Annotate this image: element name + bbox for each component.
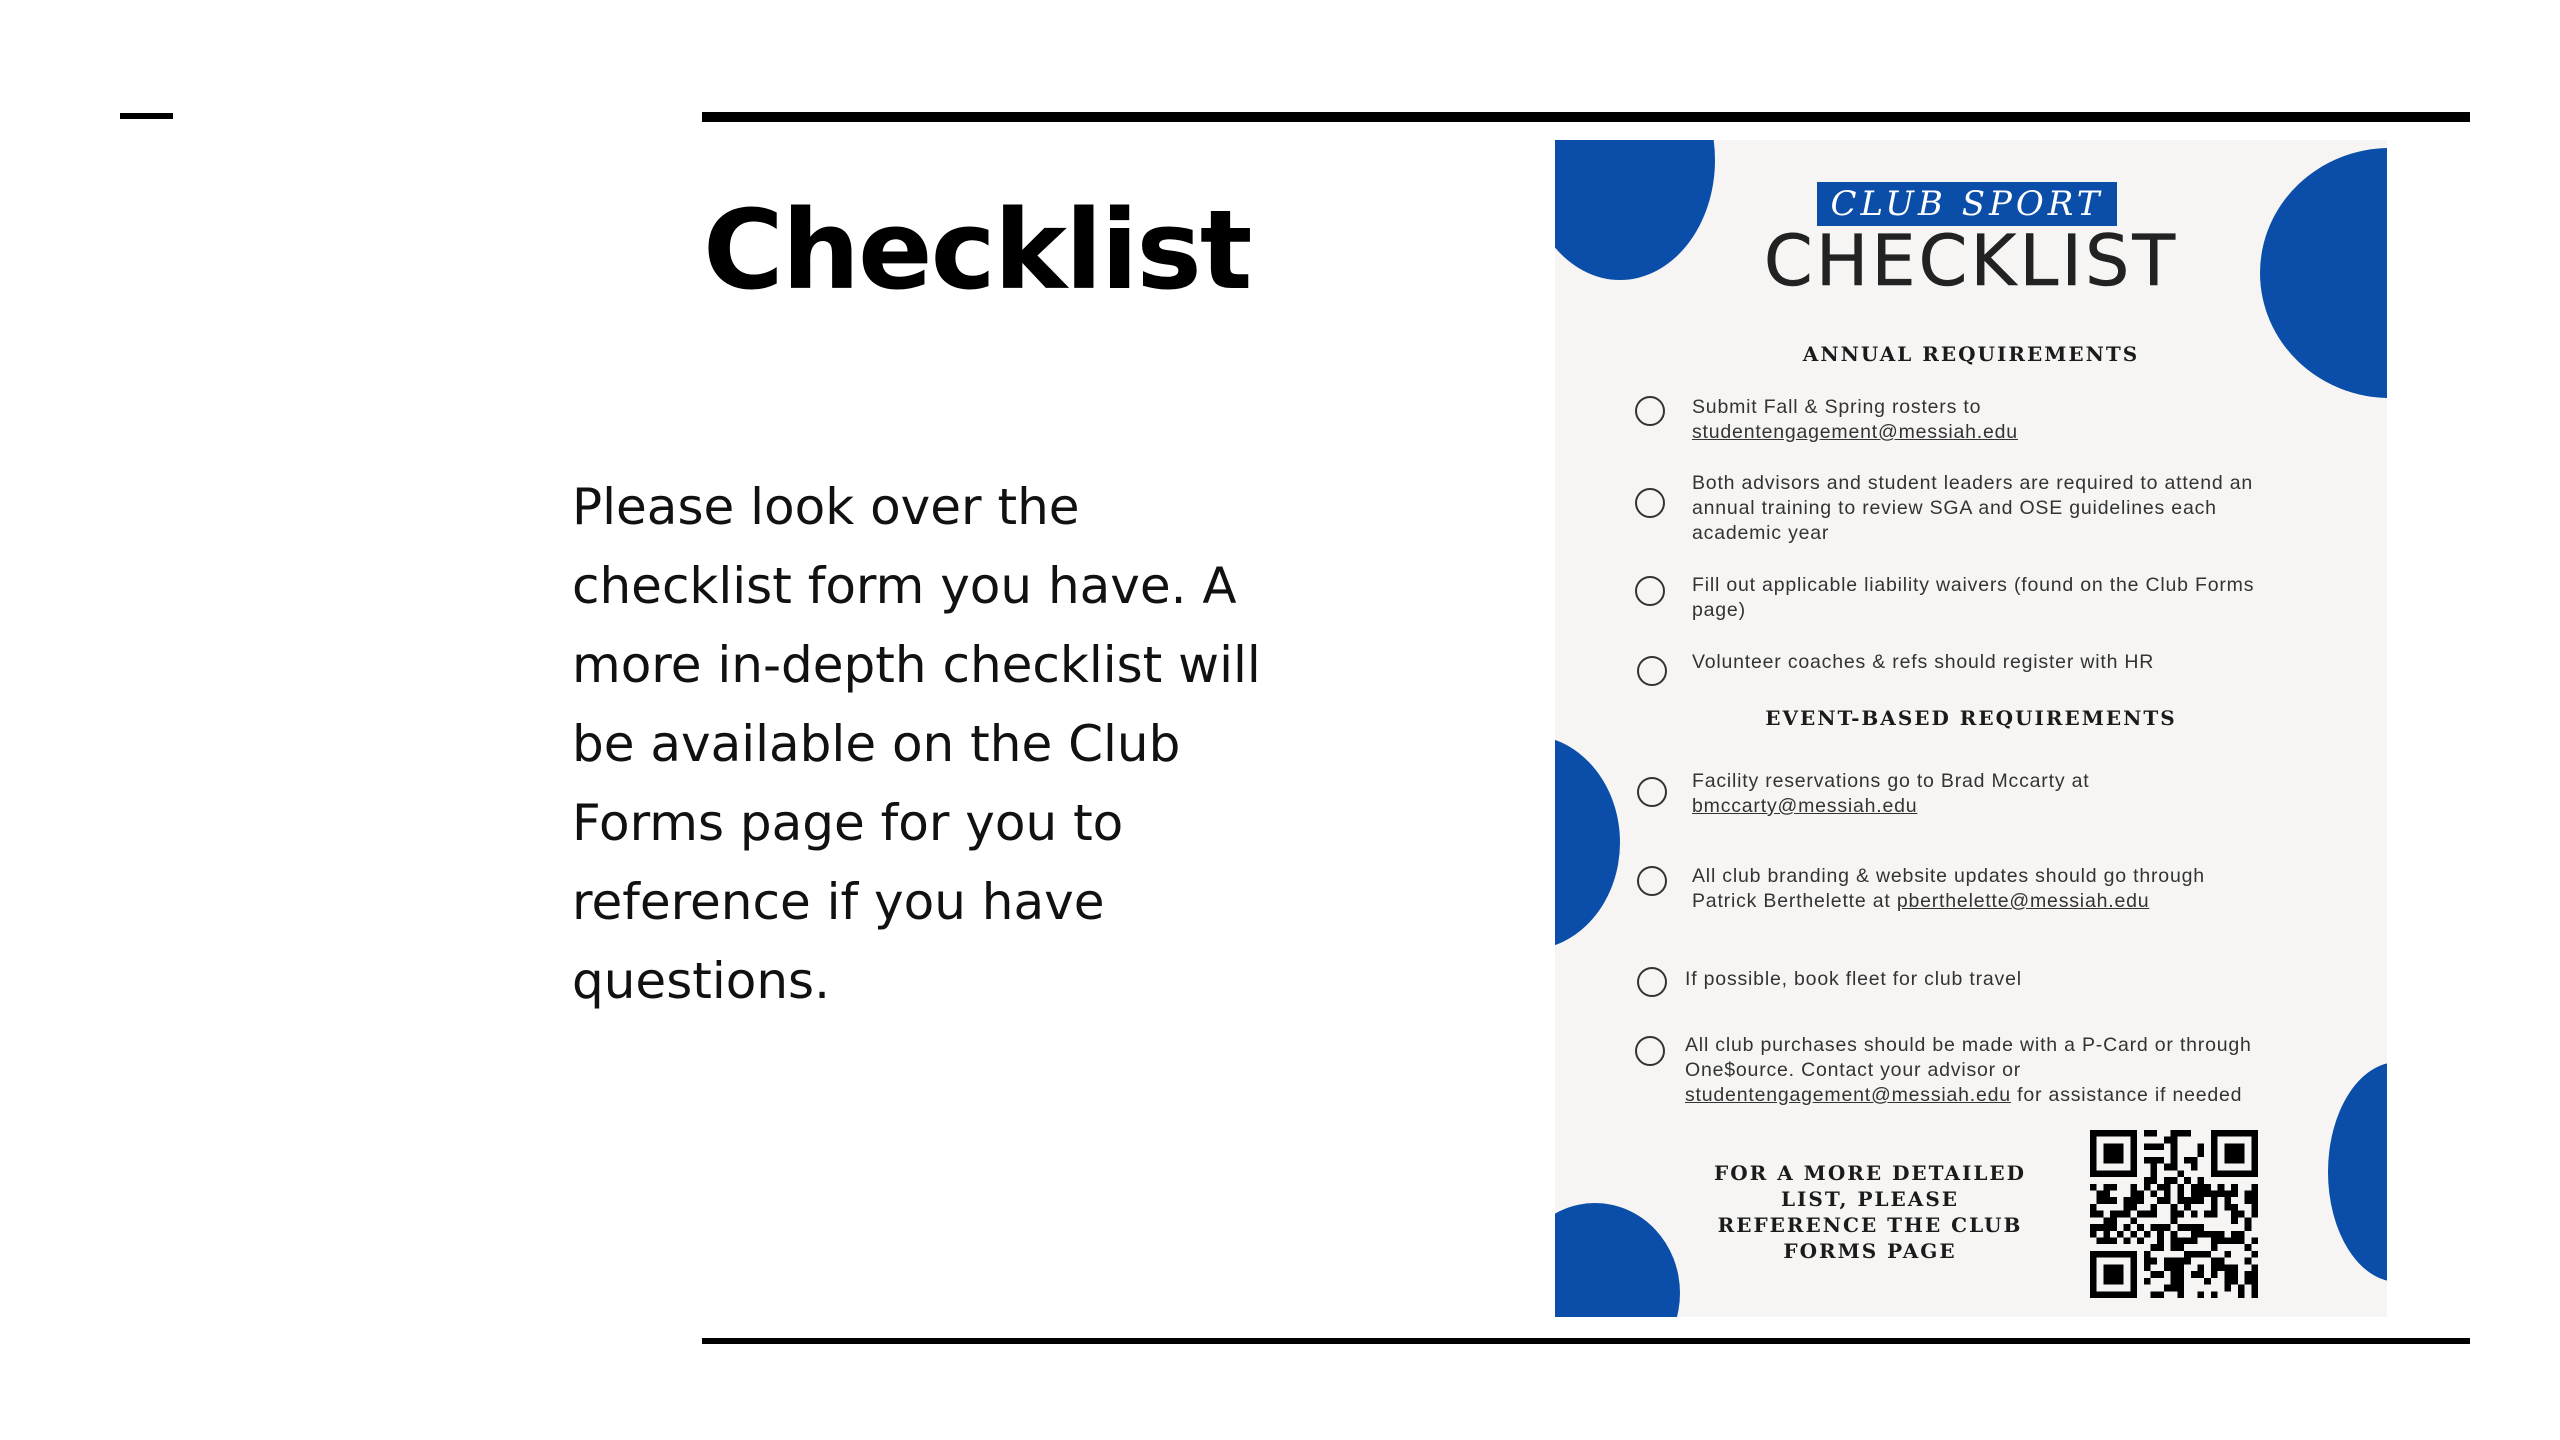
decor-circle xyxy=(2328,1062,2387,1282)
checkbox-circle-icon xyxy=(1637,777,1667,807)
checklist-item-text: All club purchases should be made with a P-Card or through One$ource. Contact your advisor or studentengagement@messiah.edu for assistance if needed xyxy=(1685,1034,2252,1106)
decor-circle xyxy=(1555,735,1620,950)
checkbox-circle-icon xyxy=(1637,967,1667,997)
checklist-item-text: If possible, book fleet for club travel xyxy=(1685,968,2022,990)
checklist-item-text: Fill out applicable liability waivers (found on the Club Forms page) xyxy=(1692,574,2255,621)
checkbox-circle-icon xyxy=(1635,396,1665,426)
slide-body-text: Please look over the checklist form you have. A more in-depth checklist will be available on the Club Forms page for you to reference if you have questions. xyxy=(572,478,1261,1010)
checklist-item-text: All club branding & website updates should go through Patrick Berthelette at pberthelette@messiah.edu xyxy=(1692,865,2205,912)
flyer-badge: CLUB SPORT xyxy=(1817,182,2117,226)
email-link[interactable]: bmccarty@messiah.edu xyxy=(1692,795,1918,817)
checkbox-circle-icon xyxy=(1635,576,1665,606)
checklist-item-text: Facility reservations go to Brad Mccarty at bmccarty@messiah.edu xyxy=(1692,770,2090,817)
checkbox-circle-icon xyxy=(1635,1036,1665,1066)
flyer-title: CHECKLIST xyxy=(1763,220,2179,302)
minus-mark xyxy=(120,113,173,119)
top-rule xyxy=(702,112,2470,122)
checkbox-circle-icon xyxy=(1637,866,1667,896)
checkbox-circle-icon xyxy=(1637,656,1667,686)
qr-code-icon xyxy=(2090,1130,2258,1298)
annual-requirements-heading: ANNUAL REQUIREMENTS xyxy=(1802,342,2140,366)
decor-circle xyxy=(1555,1203,1680,1317)
email-link[interactable]: studentengagement@messiah.edu xyxy=(1685,1084,2011,1106)
checklist-item-text: Volunteer coaches & refs should register with HR xyxy=(1692,651,2155,673)
bottom-rule xyxy=(702,1338,2470,1344)
email-link[interactable]: studentengagement@messiah.edu xyxy=(1692,421,2018,443)
checklist-item-text: Submit Fall & Spring rosters to studentengagement@messiah.edu xyxy=(1692,396,2018,443)
slide-title: Checklist xyxy=(703,186,1251,314)
checklist-item-text: Both advisors and student leaders are required to attend an annual training to review SGA and OSE guidelines each academic year xyxy=(1692,472,2254,544)
checklist-flyer-image xyxy=(1555,140,2387,1317)
checkbox-circle-icon xyxy=(1635,488,1665,518)
event-requirements-heading: EVENT-BASED REQUIREMENTS xyxy=(1765,706,2177,730)
email-link[interactable]: pberthelette@messiah.edu xyxy=(1896,890,2150,912)
flyer-footer-cta: FOR A MORE DETAILED LIST, PLEASE REFERENCE THE CLUB FORMS PAGE xyxy=(1714,1161,2026,1263)
